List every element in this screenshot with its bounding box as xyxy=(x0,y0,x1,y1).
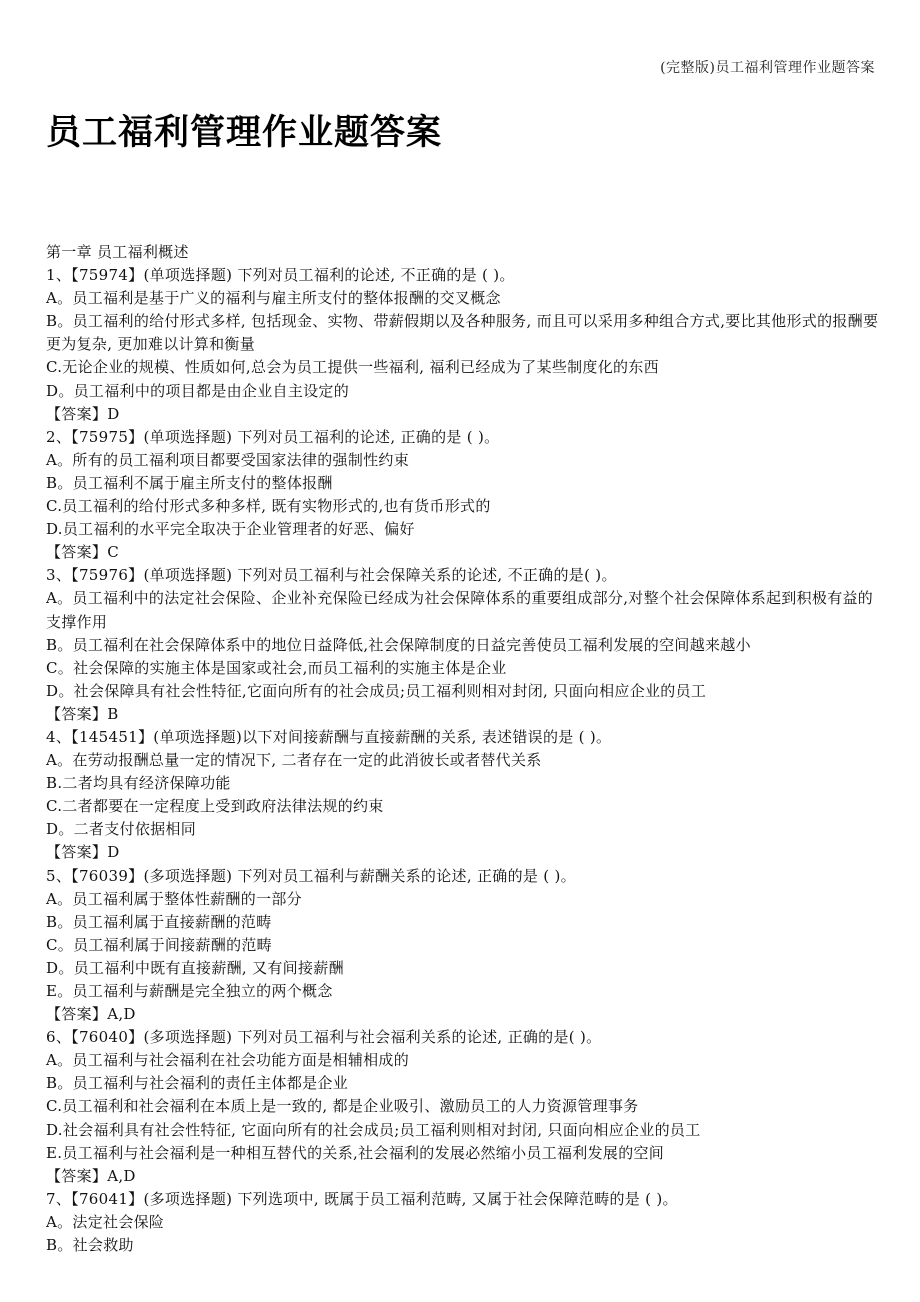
option: D。二者支付依据相同 xyxy=(46,820,197,839)
option: C。社会保障的实施主体是国家或社会,而员工福利的实施主体是企业 xyxy=(46,658,507,677)
option: B。社会救助 xyxy=(46,1236,134,1255)
question-stem: 4、【145451】(单项选择题)以下对间接薪酬与直接薪酬的关系, 表述错误的是 ( )。 xyxy=(46,727,612,746)
answer: 【答案】D xyxy=(46,843,120,862)
answer: 【答案】A,D xyxy=(46,1166,136,1185)
option: C.二者都要在一定程度上受到政府法律法规的约束 xyxy=(46,797,384,816)
option: B。员工福利在社会保障体系中的地位日益降低,社会保障制度的日益完善使员工福利发展的空间越来越小 xyxy=(46,635,751,654)
option: D.社会福利具有社会性特征, 它面向所有的社会成员;员工福利则相对封闭, 只面向相应企业的员工 xyxy=(46,1120,701,1139)
option: D。社会保障具有社会性特征,它面向所有的社会成员;员工福利则相对封闭, 只面向相应企业的员工 xyxy=(46,681,707,700)
answer: 【答案】B xyxy=(46,704,119,723)
option: C。员工福利属于间接薪酬的范畴 xyxy=(46,935,272,954)
option: D。员工福利中既有直接薪酬, 又有间接薪酬 xyxy=(46,958,344,977)
page-title: 员工福利管理作业题答案 xyxy=(46,113,443,153)
option: A。法定社会保险 xyxy=(46,1212,165,1231)
option: C.员工福利的给付形式多种多样, 既有实物形式的,也有货币形式的 xyxy=(46,497,491,516)
question-stem: 6、【76040】(多项选择题) 下列对员工福利与社会福利关系的论述, 正确的是( )。 xyxy=(46,1028,602,1047)
question-stem: 5、【76039】(多项选择题) 下列对员工福利与薪酬关系的论述, 正确的是 ( )。 xyxy=(46,866,576,885)
option: C.无论企业的规模、性质如何,总会为员工提供一些福利, 福利已经成为了某些制度化的东西 xyxy=(46,358,659,377)
option: A。员工福利是基于广义的福利与雇主所支付的整体报酬的交叉概念 xyxy=(46,289,501,308)
option: A。所有的员工福利项目都要受国家法律的强制性约束 xyxy=(46,450,410,469)
answer: 【答案】A,D xyxy=(46,1005,136,1024)
option: A。员工福利中的法定社会保险、企业补充保险已经成为社会保障体系的重要组成部分,对整个社会保障体系起到积极有益的支撑作用 xyxy=(46,589,874,631)
page-header-note: (完整版)员工福利管理作业题答案 xyxy=(660,60,875,76)
option: E。员工福利与薪酬是完全独立的两个概念 xyxy=(46,982,333,1000)
option: A。员工福利与社会福利在社会功能方面是相辅相成的 xyxy=(46,1051,410,1070)
answer: 【答案】D xyxy=(46,404,120,423)
option: D。员工福利中的项目都是由企业自主设定的 xyxy=(46,381,350,400)
option: A。在劳动报酬总量一定的情况下, 二者存在一定的此消彼长或者替代关系 xyxy=(46,751,542,770)
option: B.二者均具有经济保障功能 xyxy=(46,774,231,793)
option: B。员工福利属于直接薪酬的范畴 xyxy=(46,912,272,931)
option: D.员工福利的水平完全取决于企业管理者的好恶、偏好 xyxy=(46,520,415,539)
option: B。员工福利的给付形式多样, 包括现金、实物、带薪假期以及各种服务, 而且可以采用多种组合方式,要比其他形式的报酬要更为复杂, 更加难以计算和衡量 xyxy=(46,312,879,354)
document-body xyxy=(46,241,880,1257)
chapter-heading: 第一章 员工福利概述 xyxy=(46,243,189,261)
option: A。员工福利属于整体性薪酬的一部分 xyxy=(46,889,302,908)
question-stem: 7、【76041】(多项选择题) 下列选项中, 既属于员工福利范畴, 又属于社会保障范畴的是 ( )。 xyxy=(46,1189,678,1208)
option: B。员工福利与社会福利的责任主体都是企业 xyxy=(46,1074,349,1093)
option: E.员工福利与社会福利是一种相互替代的关系,社会福利的发展必然缩小员工福利发展的空间 xyxy=(46,1143,665,1162)
question-stem: 1、【75974】(单项选择题) 下列对员工福利的论述, 不正确的是 ( )。 xyxy=(46,266,515,285)
answer: 【答案】C xyxy=(46,543,119,562)
question-stem: 2、【75975】(单项选择题) 下列对员工福利的论述, 正确的是 ( )。 xyxy=(46,427,500,446)
option: C.员工福利和社会福利在本质上是一致的, 都是企业吸引、激励员工的人力资源管理事务 xyxy=(46,1097,639,1116)
question-stem: 3、【75976】(单项选择题) 下列对员工福利与社会保障关系的论述, 不正确的是( )。 xyxy=(46,566,617,585)
option: B。员工福利不属于雇主所支付的整体报酬 xyxy=(46,473,333,492)
